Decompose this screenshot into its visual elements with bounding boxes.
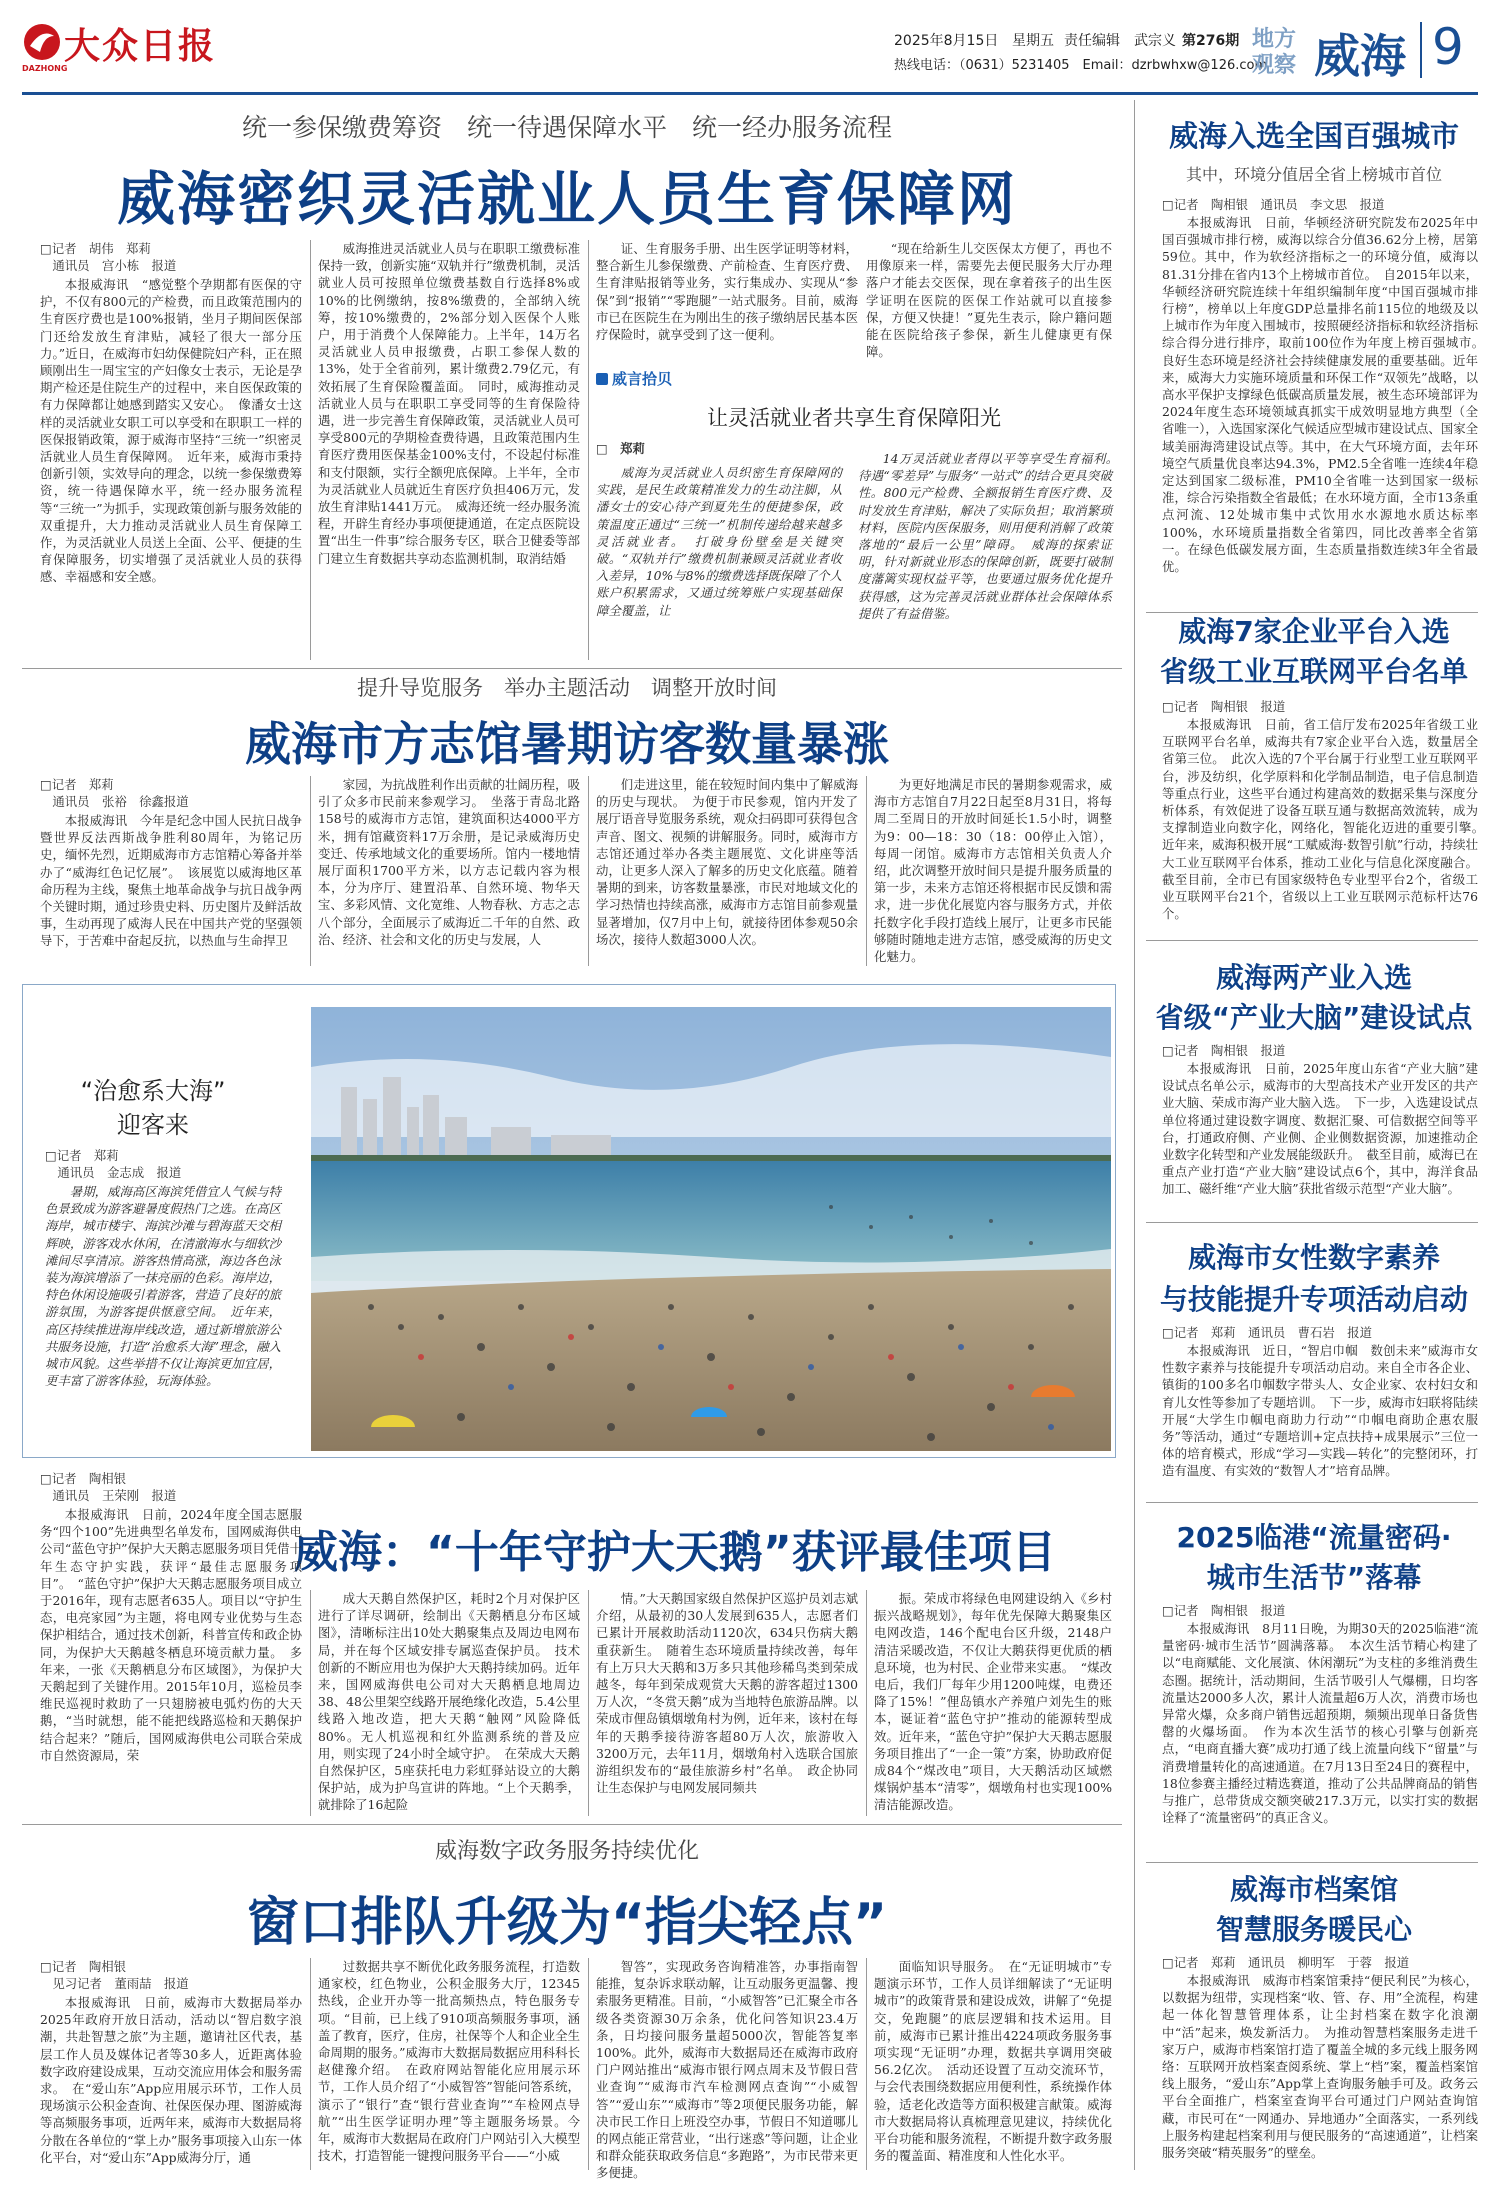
- sidebar-s6-text: [1162, 1972, 1478, 2178]
- sidebar-s2-text: [1162, 716, 1491, 926]
- article4-kicker: 威海数字政务服务持续优化: [434, 1839, 699, 1864]
- sidebar-s1-headline: 威海入选全国百强城市: [1168, 119, 1459, 153]
- article2-col3-text: 们走进这里，能在较短时间内集中了解威海的历史与现状。 为便于市民参观，馆内开发了展厅语音导览服务系统，观众扫码即可获得包含声音、图文、视频的讲解服务。同时，威海市方志馆还通过举办各类主题展览、文化讲座等活动，让更多人深入了解多的历史文化底蕴。随着暑期的到来，访客数量暴涨，市民对地域文化的学习热情也持续高涨，威海市方志馆目前参观量显著增加，仅7月中上旬，就接待团体参观50余场次，接待人数超3000人次。: [596, 777, 858, 947]
- sidebar-s4-body: 本报威海讯 近日，“智启巾帼 数创未来”威海市女性数字素养与技能提升专项活动启动。来自全市各企业、镇街的100多名巾帼数字带头人、女企业家、农村妇女和育儿女性等参加了专题培训。 下一步，威海市妇联将陆续开展“大学生巾帼电商助力行动”“巾帼电商助企惠农服务”等活动，通过“专题培训+定点扶持+成果展示”三位一体的培育模式，形成“学习—实践—转化”的完整闭环，打造有温度、有实效的“数智人才”培育品牌。: [1162, 1343, 1478, 1479]
- masthead: [0, 0, 1500, 88]
- sidebar-s4-headline-2: 与技能提升专项活动启动: [1159, 1283, 1468, 1316]
- article3-col2: [318, 1590, 580, 1816]
- sidebar-s1-body: 本报威海讯 日前，华顿经济研究院发布2025年中国百强城市排行榜，威海以综合分值36.62分上榜，居第59位。其中，作为软经济指标之一的环境分值，威海以81.31分排在省内13个上榜城市首位。 自2015年以来，华顿经济研究院连续十年组织编制年度“中国百强城市排行榜”，榜单以上年度GDP总量排名前115位的地级及以上城市作为年度入围城市，按照硬经济指标和软经济指标综合得分进行排序，取前100位作为年度上榜百强城市。 良好生态环境是经济社会持续健康发展的重要基础。近年来，威海大力实施环境质量和环保工作“双领先”战略，以高水平保护支撑绿色低碳高质量发展，被生态环境部评为2024年度生态环境领域真抓实干成效明显地方典型（全省唯一），入选国家深化气候适应型城市建设试点、国家全域美丽海湾建设试点等。其中，在大气环境方面，去年环境空气质量优良率达94.3%，PM2.5全省唯一连续4年稳定达到国家二级标准，PM10全省唯一达到国家一级标准，综合污染指数全省最低；在水环境方面，全市13条重点河流、12处城市集中式饮用水水源地水质达标率100%，水环境质量指数全省第四，同比改善率全省第一。在绿色低碳发展方面，生态质量指数连续3年全省最优。: [1162, 215, 1491, 575]
- article2-col2-text: 家园，为抗战胜利作出贡献的壮阔历程，吸引了众多市民前来参观学习。 坐落于青岛北路158号的威海市方志馆，建筑面积达4000平方米，拥有馆藏资料17万余册，是记录威海历史变迁、传承地域文化的重要场所。馆内一楼地情展厅面积1700平方米，以方志记载内容为根本，分为序厅、建置沿革、自然环境、物华天宝、多彩风情、文化宽维、人物春秋、方志之志八个部分，全面展示了威海近二千年的自然、政治、经济、社会和文化的历史与发展，人: [318, 777, 580, 947]
- sidebar-s1-subtitle: 其中，环境分值居全省上榜城市首位: [1185, 165, 1442, 184]
- article1-byline: □记者 胡伟 郑莉 通讯员 宫小栋 报道: [40, 241, 177, 274]
- sidebar-s3-byline: □记者 陶相银 报道: [1162, 1043, 1286, 1058]
- photo-title-line2: 迎客来: [117, 1111, 189, 1139]
- sidebar-s2-body: 本报威海讯 日前，省工信厅发布2025年省级工业互联网平台名单，威海共有7家企业平台入选，数量居全省第三位。 此次入选的7个平台属于行业型工业互联网平台，涉及纺织，化学原料和化学制品制造，电子信息制造等重点行业，这些平台通过构建高效的数据采集与深度分析体系，有效促进了设备互联互通与数据高效流转，成为支撑制造业向数字化，网络化，智能化迈进的重要引擎。 近年来，威海积极开展“工赋威海·数智引航”行动，持续壮大工业互联网平台体系，推动工业化与信息化深度融合。截至目前，全市已有国家级特色专业型平台2个，省级工业互联网平台21个，省级以上工业互联网示范标杆达76个。: [1162, 717, 1491, 922]
- column-label-icon: [596, 373, 608, 385]
- article2-kicker: 提升导览服务 举办主题活动 调整开放时间: [357, 676, 777, 700]
- photo-caption-text: 暑期，威海高区海滨凭借宜人气候与特色景致成为游客避暑度假热门之选。在高区海岸，城市楼宇、海滨沙滩与碧海蓝天交相辉映，游客戏水休闲，在清澈海水与细软沙滩间尽享清凉。游客热情高涨，海边各色泳装为海滨增添了一抹亮丽的色彩。海岸边，特色休闲设施吸引着游客，营造了良好的旅游氛围，为游客提供惬意空间。 近年来，高区持续推进海岸线改造，通过新增旅游公共服务设施，打造“治愈系大海”理念，融入城市风貌。这些举措不仅让海滨更加宜居，更丰富了游客体验，玩海体验。: [45, 1184, 281, 1389]
- article4-col2: [318, 1958, 580, 2170]
- column-box: [596, 364, 1125, 660]
- hotline: 热线电话：（0631）5231405 Email：dzrbwhxw@126.com: [894, 58, 1268, 73]
- article3-headline: 威海：“十年守护大天鹅”获评最佳项目: [294, 1527, 1056, 1578]
- issue-number: 第276期: [1182, 33, 1240, 49]
- column-left: [596, 464, 842, 654]
- article3-col3: [596, 1590, 858, 1816]
- sidebar-s2-headline-2: 省级工业互联网平台名单: [1159, 655, 1468, 688]
- issue-weekday: 星期五: [1012, 33, 1054, 49]
- sidebar-s6-headline-2: 智慧服务暖民心: [1215, 1913, 1412, 1946]
- article2-col1-text: 本报威海讯 今年是纪念中国人民抗日战争暨世界反法西斯战争胜利80周年，为铭记历史，缅怀先烈，近期威海市方志馆精心筹备并举办了“威海红色记忆展”。 该展览以威海地区革命历程为主线，聚焦土地革命战争与抗日战争两个关键时期，通过珍贵史料、历史图片及鲜活故事，生动再现了威海人民在中国共产党的坚强领导下，于苦难中奋起反抗，以热血与生命捍卫: [40, 813, 302, 949]
- sidebar-s4-text: [1162, 1342, 1478, 1514]
- article4-col3: [596, 1958, 858, 2181]
- issue-editor: 责任编辑 武宗义: [1064, 33, 1176, 49]
- article1-col4: [866, 240, 1112, 360]
- section-rule-1: [22, 668, 1122, 669]
- beach-photo: [311, 1007, 1111, 1451]
- sidebar-s1-text: [1162, 214, 1491, 606]
- article3-col4: [874, 1590, 1112, 1816]
- section-tag-2: 观察: [1252, 53, 1297, 78]
- sidebar-s3-body: 本报威海讯 日前，2025年度山东省“产业大脑”建设试点名单公示，威海市的大型高技术产业开发区的共产业大脑、荣成市海产业大脑入选。 下一步，入选建设试点单位将通过建设数字调度、数据汇聚、可信数据空间等平台，打通政府侧、产业侧、企业侧数据资源，加速推动企业数字化转型和产业发展能级跃升。 截至目前，威海已在重点产业打造“产业大脑”建设试点6个，其中，海洋食品加工、磁纤维“产业大脑”获批省级示范型“产业大脑”。: [1162, 1061, 1478, 1197]
- article2-col4: [874, 776, 1112, 965]
- sidebar-s3-headline-2: 省级“产业大脑”建设试点: [1155, 1001, 1473, 1034]
- column-left-text: 威海为灵活就业人员织密生育保障网的实践，是民生政策精准发力的生动注脚，从潘女士的安心待产到夏先生的便捷参保，政策温度正通过“三统一”机制传递给越来越多灵活就业者。 打破身份壁垒是关键突破。“双轨并行”缴费机制兼顾灵活就业者收入差异，10%与8%的缴费选择既保障了个人账户积累需求，又通过统筹账户实现基础保障全覆盖，让: [596, 465, 842, 618]
- sidebar-s6-byline: □记者 郑莉 通讯员 柳明军 于蓉 报道: [1162, 1955, 1410, 1970]
- article1-col2-text: 威海推进灵活就业人员与在职职工缴费标准保持一致，创新实施“双轨并行”缴费机制，灵活就业人员可按照单位缴费基数自行选择8%或10%的比例缴纳，按8%缴费的，全部纳入统筹，按10%缴费的，2%部分划入医保个人账户，用于消费个人保障能力。上半年，14万名灵活就业人员申报缴费，占职工参保人数的13%，处于全省前列，累计缴费2.79亿元，有效拓展了生育保险覆盖面。 同时，威海推动灵活就业人员与在职职工享受同等的生育保险待遇，进一步完善生育保障政策，灵活就业人员可享受800元的孕期检查费待遇，且政策范围内生育医疗费用医保基金100%支付，不设起付标准和支付限额，实行全额兜底保障。上半年，全市为灵活就业人员就近生育医疗负担406万元，发放生育津贴1441万元。 威海还统一经办服务流程，开辟生育经办事项便捷通道，在定点医院设置“出生一件事”综合服务专区，联合卫健委等部门建立生育数据共享动态监测机制，取消结婚: [318, 241, 580, 566]
- sidebar-s6-body: 本报威海讯 威海市档案馆秉持“便民利民”为核心，以数据为纽带，实现档案“收、管、存、用”全流程，构建起一体化智慧管理体系，让尘封档案在数字化浪潮中“活”起来，焕发新活力。 为推动智慧档案服务走进千家万户，威海市档案馆打造了覆盖全城的多元线上服务网络：互联网开放档案查阅系统、掌上“档”案，覆盖档案馆线上服务，“爱山东”App掌上查询服务触手可及。政务云平台全面推广，档案室查询平台可通过门户网站查询馆藏，市民可在“一网通办、异地通办”全面落实，一系列线上服务构建起档案利用与便民服务的“高速通道”，让档案服务突破“精英服务”的壁垒。: [1162, 1973, 1478, 2161]
- sidebar-s6-headline-1: 威海市档案馆: [1229, 1873, 1398, 1906]
- article3-byline: □记者 陶相银 通讯员 王荣刚 报道: [40, 1471, 177, 1504]
- article1-col1: [40, 276, 302, 656]
- article4-col3-text: 智答”，实现政务咨询精准答，办事指南智能推，复杂诉求联动解，让互动服务更温馨、搜索服务更精准。目前，“小威智答”已汇聚全市各级各类资源30万余条，优化问答知识23.4万条，日均接问服务量超5000次，智能答复率100%。此外，威海市大数据局还在威海市政府门户网站推出“威海市银行网点周末及节假日营业查询”“威海市汽车检测网点查询”“小威智答”“爱山东”“威海市”等2项便民服务功能，解决市民工作日上班没空办事，节假日不知道哪儿的网点能正常营业，“出行迷惑”等问题，让企业和群众能获取政务信息“多跑路”，为市民带来更多便捷。: [596, 1959, 858, 2181]
- section-tag-1: 地方: [1252, 27, 1297, 52]
- sidebar-s3-headline-1: 威海两产业入选: [1215, 961, 1412, 994]
- masthead-rule: [22, 92, 1478, 95]
- article1-headline: 威海密织灵活就业人员生育保障网: [116, 165, 1017, 233]
- article2-headline: 威海市方志馆暑期访客数量暴涨: [245, 717, 889, 771]
- article1-col3-text: 证、生育服务手册、出生医学证明等材料，整合新生儿参保缴费、产前检查、生育医疗费、生育津贴报销等业务，实行集成办、实现从“参保”到“报销”“零跑腿”一站式服务。目前，威海市已在医院生在为刚出生的孩子缴纳居民基本医疗保险时，就享受到了这一便利。: [596, 241, 858, 343]
- article1-col2: [318, 240, 580, 656]
- article1-col4-text: “现在给新生儿交医保太方便了，再也不用像原来一样，需要先去便民服务大厅办理落户才能去交医保，现在拿着孩子的出生医学证明在医院的医保工作站就可以直接参保，方便又快捷！”夏先生表示，除户籍问题能在医院给孩子参保，新生儿健康更有保障。: [866, 241, 1112, 360]
- column-right: [858, 450, 1125, 654]
- page-number: 9: [1432, 18, 1464, 76]
- article2-byline: □记者 郑莉 通讯员 张裕 徐鑫报道: [40, 777, 189, 810]
- logo-text: 大众日报: [64, 25, 217, 67]
- article3-col4-text: 振。荣成市将绿色电网建设纳入《乡村振兴战略规划》，每年优先保障大鹅聚集区电网改造，146个配电台区升级，2148户清洁采暖改造，不仅让大鹅获得更优质的栖息环境，也为村民、企业带来实惠。 “煤改电后，我们厂每年少用1200吨煤，电费还降了15%！”俚岛镇水产养殖户刘先生的账本，诞证着“蓝色守护”推动的能源转型成效。近年来，“蓝色守护”保护大天鹅志愿服务项目推出了“一企一策”方案，协助政府促成84个“煤改电”项目，大天鹅活动区域燃煤锅炉基本“清零”，烟墩角村也实现100%清洁能源改造。: [874, 1591, 1112, 1813]
- photo-caption: [45, 1183, 281, 1451]
- article2-col1: [40, 812, 302, 962]
- sidebar-s5-body: 本报威海讯 8月11日晚，为期30天的2025临港“流量密码·城市生活节”圆满落幕。 本次生活节精心构建了以“电商赋能、文化展演、休闲潮玩”为支柱的多维消费生态圈。据统计，活动期间，生活节吸引人气爆棚，日均客流量达2000多人次，累计人流量超6万人次，消费市场也异常火爆，众多商户销售远超预期，频频出现单日备货售罄的火爆场面。 作为本次生活节的核心引擎与创新亮点，“电商直播大赛”成功打通了线上流量向线下“留量”与消费增量转化的高速通道。在7月13日至24日的赛程中，18位参赛主播经过精选赛道，推动了公共品牌商品的销售与推广，总带货成交额突破217.3万元，以实打实的数据诠释了“流量密码”的真正含义。: [1162, 1621, 1478, 1826]
- sidebar-s5-text: [1162, 1620, 1478, 1864]
- issue-date: 2025年8月15日: [894, 33, 999, 49]
- sidebar-s5-headline-1: 2025临港“流量密码·: [1176, 1521, 1452, 1554]
- photo-byline: □记者 郑莉 通讯员 金志成 报道: [45, 1148, 182, 1181]
- masthead-divider: [1420, 22, 1422, 78]
- section-rule-2: [22, 1824, 1122, 1825]
- column-author: □ 郑莉: [596, 441, 645, 456]
- article4-col1: [40, 1994, 302, 2170]
- sidebar-s2-byline: □记者 陶相银 报道: [1162, 699, 1286, 714]
- sidebar-s2-headline-1: 威海7家企业平台入选: [1178, 615, 1450, 648]
- article3-col1: [40, 1506, 302, 1816]
- article1-kicker: 统一参保缴费筹资 统一待遇保障水平 统一经办服务流程: [241, 113, 892, 142]
- sidebar-s1-byline: □记者 陶相银 通讯员 李文思 报道: [1162, 197, 1385, 212]
- photo-feature-box: [22, 984, 1116, 1458]
- article4-col1-text: 本报威海讯 日前，威海市大数据局举办2025年政府开放日活动，活动以“智启数字浪潮，共赴智慧之旅”为主题，邀请社区代表，基层工作人员及媒体记者等30多人，近距离体验数字政府建设成果，互动交流应用体会和服务需求。 在“爱山东”App应用展示环节，工作人员现场演示公积金查询、社保医保办理、图游威海等高频服务事项，近两年来，威海市大数据局将分散在各单位的“掌上办”服务事项接入山东一体化平台，对“爱山东”App威海分厅，通: [40, 1995, 302, 2165]
- article3-col1-text: 本报威海讯 日前，2024年度全国志愿服务“四个100”先进典型名单发布，国网威海供电公司“蓝色守护”保护大天鹅志愿服务项目凭借十年生态守护实践，获评“最佳志愿服务项目”。 “蓝色守护”保护大天鹅志愿服务项目成立于2016年，现有志愿者635人。项目以“守护生态，电亮家园”为主题，将电网专业优势与生态保护相结合，通过技术创新，科普宣传和政企协同，为保护大天鹅越冬栖息环境贡献力量。 多年来，一张《天鹅栖息分布区域图》，为保护大天鹅起到了关键作用。2015年10月，巡检员李维民巡视时救助了一只翅膀被电弧灼伤的大天鹅，“当时就想，能不能把线路巡检和天鹅保护结合起来？”随后，国网威海供电公司联合荣成市自然资源局，荣: [40, 1507, 302, 1763]
- sidebar-s5-headline-2: 城市生活节”落幕: [1206, 1561, 1422, 1594]
- sidebar-s3-text: [1162, 1060, 1478, 1230]
- article3-col3-text: 情。”大天鹅国家级自然保护区巡护员刘志斌介绍，从最初的30人发展到635人，志愿者们已累计开展救助活动1120次，634只伤病大鹅重获新生。 随着生态环境质量持续改善，每年有上万只大天鹅和3万多只其他珍稀鸟类到荣成越冬，每年到荣成观赏大天鹅的游客超过1300万人次，“冬赏天鹅”成为当地特色旅游品牌。以荣成市俚岛镇烟墩角村为例，近年来，该村在每年的天鹅季接待游客超80万人次，旅游收入3200万元，去年11月，烟墩角村入选联合国旅游组织发布的“最佳旅游乡村”名单。 政企协同让生态保护与电网发展同频共: [596, 1591, 858, 1796]
- photo-title-line1: “治愈系大海”: [80, 1077, 226, 1105]
- article4-col4-text: 面临知识导服务。 在“无证明城市”专题演示环节，工作人员详细解读了“无证明城市”的政策背景和建设成效，讲解了“免提交，免跑腿”的底层逻辑和技术运用。目前，威海市已累计推出4224项政务服务事项实现“无证明”办理，数据共享调用突破56.2亿次。 活动还设置了互动交流环节，与会代表围绕数据应用便利性，系统操作体验，适老化改造等方面积极建言献策。威海市大数据局将认真梳理意见建议，持续优化平台功能和服务流程，不断提升数字政务服务的覆盖面、精准度和人性化水平。: [874, 1959, 1112, 2164]
- article4-col2-text: 过数据共享不断优化政务服务流程，打造数通家校，红色物业，公积金服务大厅，12345热线，企业开办等一批高频热点，特色服务专项。“目前，已上线了910项高频服务事项，涵盖了教育，医疗，住房，社保等个人和企业全生命周期的服务。”威海市大数据局数据应用科科长赵健豫介绍。 在政府网站智能化应用展示环节，工作人员介绍了“小威智答”智能问答系统，演示了“银行”查“银行营业查询”“车检网点导航”“出生医学证明办理”等主题服务场景。今年，威海市大数据局在政府门户网站引入大模型技术，打造智能一键搜问服务平台——“小威: [318, 1959, 580, 2164]
- article4-byline: □记者 陶相银 见习记者 董雨喆 报道: [40, 1959, 189, 1992]
- logo-sub: DAZHONG: [22, 64, 68, 73]
- column-title: 让灵活就业者共享生育保障阳光: [707, 406, 1001, 430]
- column-right-text: 14万灵活就业者得以平等享受生育福利。 待遇“零差异”与服务“一站式”的结合更具突破性。800元产检费、全额报销生育医疗费、及时发放生育津贴，解决了实际负担；取消繁琐材料，医院内医保服务，则用便利消解了政策落地的“最后一公里”障碍。 威海的探索证明，针对新就业形态的保障创新，既要打破制度藩篱实现权益平等，也要通过服务优化提升获得感，这为完善灵活就业群体社会保障体系提供了有益借鉴。: [858, 451, 1125, 621]
- column-label: [596, 368, 672, 389]
- article4-col4: [874, 1958, 1112, 2170]
- column-label-text: 威言拾贝: [612, 370, 673, 388]
- article1-col1-text: 本报威海讯 “感觉整个孕期都有医保的守护，不仅有800元的产检费，而且政策范围内的生育医疗费也是100%报销，坐月子期间医保部门还给发放生育津贴，减轻了很大一部分压力。”近日，在威海市妇幼保健院妇产科，正在照顾刚出生一周宝宝的产妇像女士表示，无论是孕期产检还是住院生产的过程中，来自医保政策的有力保障都让她感到踏实又安心。 像潘女士这样的灵活就业女职工可以享受和在职职工一样的医保报销政策，源于威海市坚持“三统一”织密灵活就业人员生育保障网。 近年来，威海市秉持创新引领，实效导向的理念，以统一参保缴费筹资，统一待遇保障水平，统一经办服务流程等“三统一”为抓手，实现政策创新与服务效能的双重提升，大力推动灵活就业人员生育保障工作，为灵活就业人员送上全面、公平、便捷的生育保障服务，切实增强了灵活就业人员的获得感、幸福感和安全感。: [40, 277, 302, 585]
- article2-col2: [318, 776, 580, 962]
- section-name: 威海: [1314, 29, 1406, 83]
- article2-col4-text: 为更好地满足市民的暑期参观需求，威海市方志馆自7月22日起至8月31日，将每周二至周日的开放时间延长1.5小时，调整为9：00—18：30（18：00停止入馆），每周一闭馆。威海市方志馆相关负责人介绍，此次调整开放时间只是提升服务质量的第一步，未来方志馆还将根据市民反馈和需求，进一步优化展览内容与服务方式，并依托数字化手段打造线上展厅，让更多市民能够随时随地走进方志馆，感受威海的历史文化魅力。: [874, 777, 1112, 965]
- sidebar-s4-headline-1: 威海市女性数字素养: [1187, 1241, 1440, 1274]
- sidebar-s4-byline: □记者 郑莉 通讯员 曹石岩 报道: [1162, 1325, 1372, 1340]
- article4-headline: 窗口排队升级为“指尖轻点”: [246, 1893, 888, 1953]
- sidebar-s5-byline: □记者 陶相银 报道: [1162, 1603, 1286, 1618]
- article2-col3: [596, 776, 858, 962]
- article3-col2-text: 成大天鹅自然保护区，耗时2个月对保护区进行了详尽调研，绘制出《天鹅栖息分布区域图》，清晰标注出10处大鹅聚集点及周边电网布局，并在每个区域安排专属巡查保护员。 技术创新的不断应用也为保护大天鹅持续加码。近年来，国网威海供电公司对大天鹅栖息地周边38、48公里架空线路开展绝缘化改造，5.4公里线路入地改造，把大天鹅“触网”风险降低80%。无人机巡视和红外监测系统的普及应用，则实现了24小时全域守护。 在荣成大天鹅自然保护区，5座获托电力彩虹驿站设立的大鹅保护站，成为护鸟宣讲的阵地。“上个天鹅季，就排除了16起险: [318, 1591, 580, 1813]
- article1-col3: [596, 240, 858, 356]
- sidebar-divider: [1134, 100, 1135, 2170]
- newspaper-logo-icon: [22, 22, 62, 62]
